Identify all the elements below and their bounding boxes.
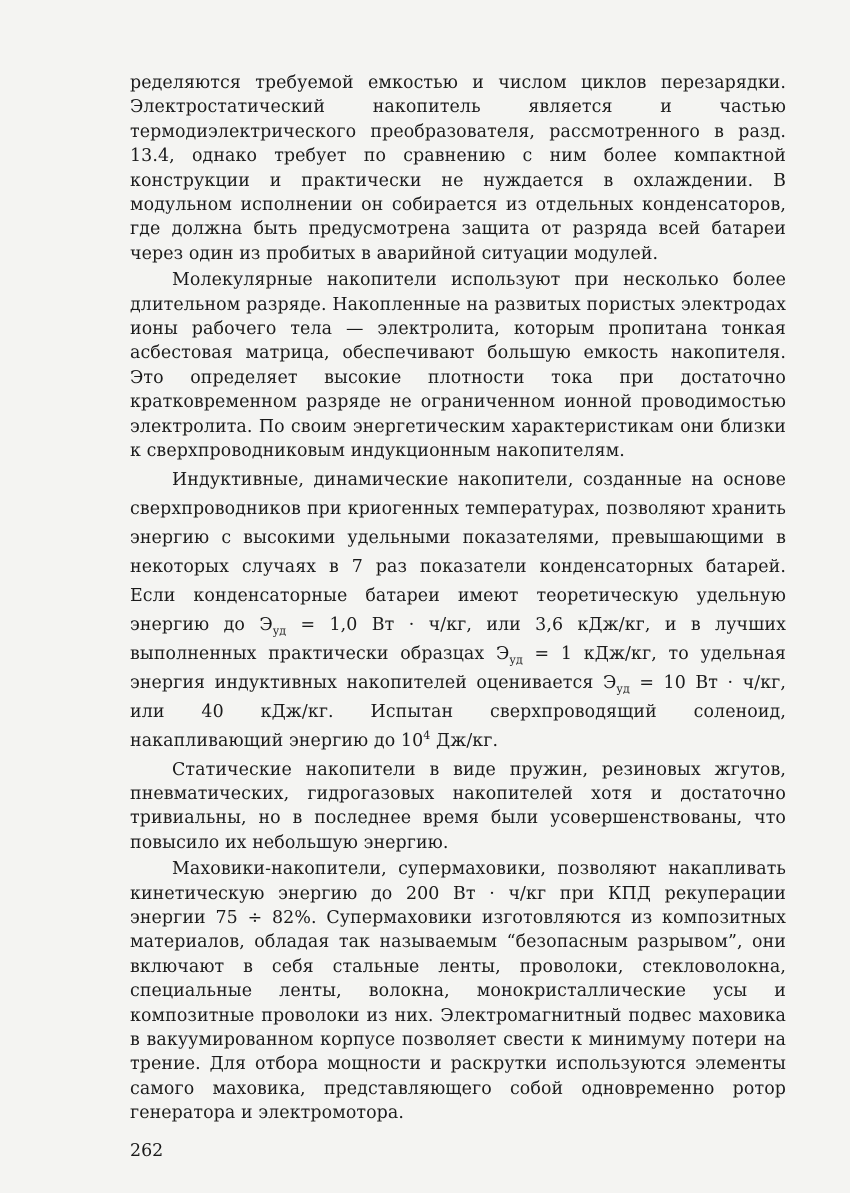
superscript: 4 — [423, 728, 431, 742]
main-text — [130, 71, 786, 1128]
text-segment: = 10 Вт · ч/кг, или 40 кДж/кг. Испытан сверхпроводящий соленоид, накапливающий энергию до 10 — [130, 672, 787, 751]
paragraph-electrostatic: ределяются требуемой емкостью и числом циклов перезарядки. Электростатический накопитель является и частью термодиэлектрического преобразователя, рассмотренного в разд. 13.4, однако требует по сравнению с ним более компактной конструкции и практически не нуждается в охлаждении. В модульном исполнении он собирается из отдельных конденсаторов, где должна быть предусмотрена защита от разряда всей батареи через один из пробитых в аварийной ситуации модулей. — [130, 73, 786, 264]
subscript: уд — [509, 652, 523, 666]
text-segment: = 1,0 Вт · ч/кг, или 3,6 кДж/кг, и в лучших выполненных практически образцах Э — [130, 614, 787, 664]
text-segment: = 1 кДж/кг, то удельная энергия индуктивных накопителей оценивается Э — [130, 643, 786, 693]
subscript: уд — [272, 623, 287, 637]
paragraph-flywheel: Маховики-накопители, супермаховики, позволяют накапливать кинетическую энергию до 200 Вт · ч/кг при КПД рекуперации энергии 75 ÷ 82%. Супермаховики изготовляются из композитных материалов, обладая так называемым “безопасным разрывом”, они включают в себя стальные ленты, проволоки, стекловолокна, специальные ленты, волокна, монокристаллические усы и композитные проволоки из них. Электромагнитный подвес маховика в вакуумированном корпусе позволяет свести к минимуму потери на трение. Для отбора мощности и раскрутки используются элементы самого маховика, представляющего собой одновременно ротор генератора и электромотора. — [130, 859, 786, 1124]
text-segment: Дж/кг. — [430, 730, 499, 751]
paragraph-inductive — [130, 466, 786, 756]
paragraph-molecular: Молекулярные накопители используют при несколько более длительном разряде. Накопленные на развитых пористых электродах ионы рабочего тела — электролита, которым пропитана тонкая асбестовая матрица, обеспечивают большую емкость накопителя. Это определяет высокие плотности тока при достаточно кратковременном разряде не ограниченном ионной проводимостью электролита. По своим энергетическим характеристикам они близки к сверхпроводниковым индукционным накопителям. — [130, 270, 786, 462]
subscript: уд — [616, 681, 630, 695]
text-segment: Индуктивные, динамические накопители, созданные на основе сверхпроводников при криогенных температурах, позволяют хранить энергию с высокими удельными показателями, превышающими в некоторых случаях в 7 раз показатели конденсаторных батарей. Если конденсаторные батареи имеют теоретическую удельную энергию до Э — [130, 469, 786, 635]
page-number: 262 — [130, 1141, 164, 1161]
paragraph-static: Статические накопители в виде пружин, резиновых жгутов, пневматических, гидрогазовых накопителей хотя и достаточно тривиальны, но в последнее время были усовершенствованы, что повысило их небольшую энергию. — [130, 759, 786, 853]
